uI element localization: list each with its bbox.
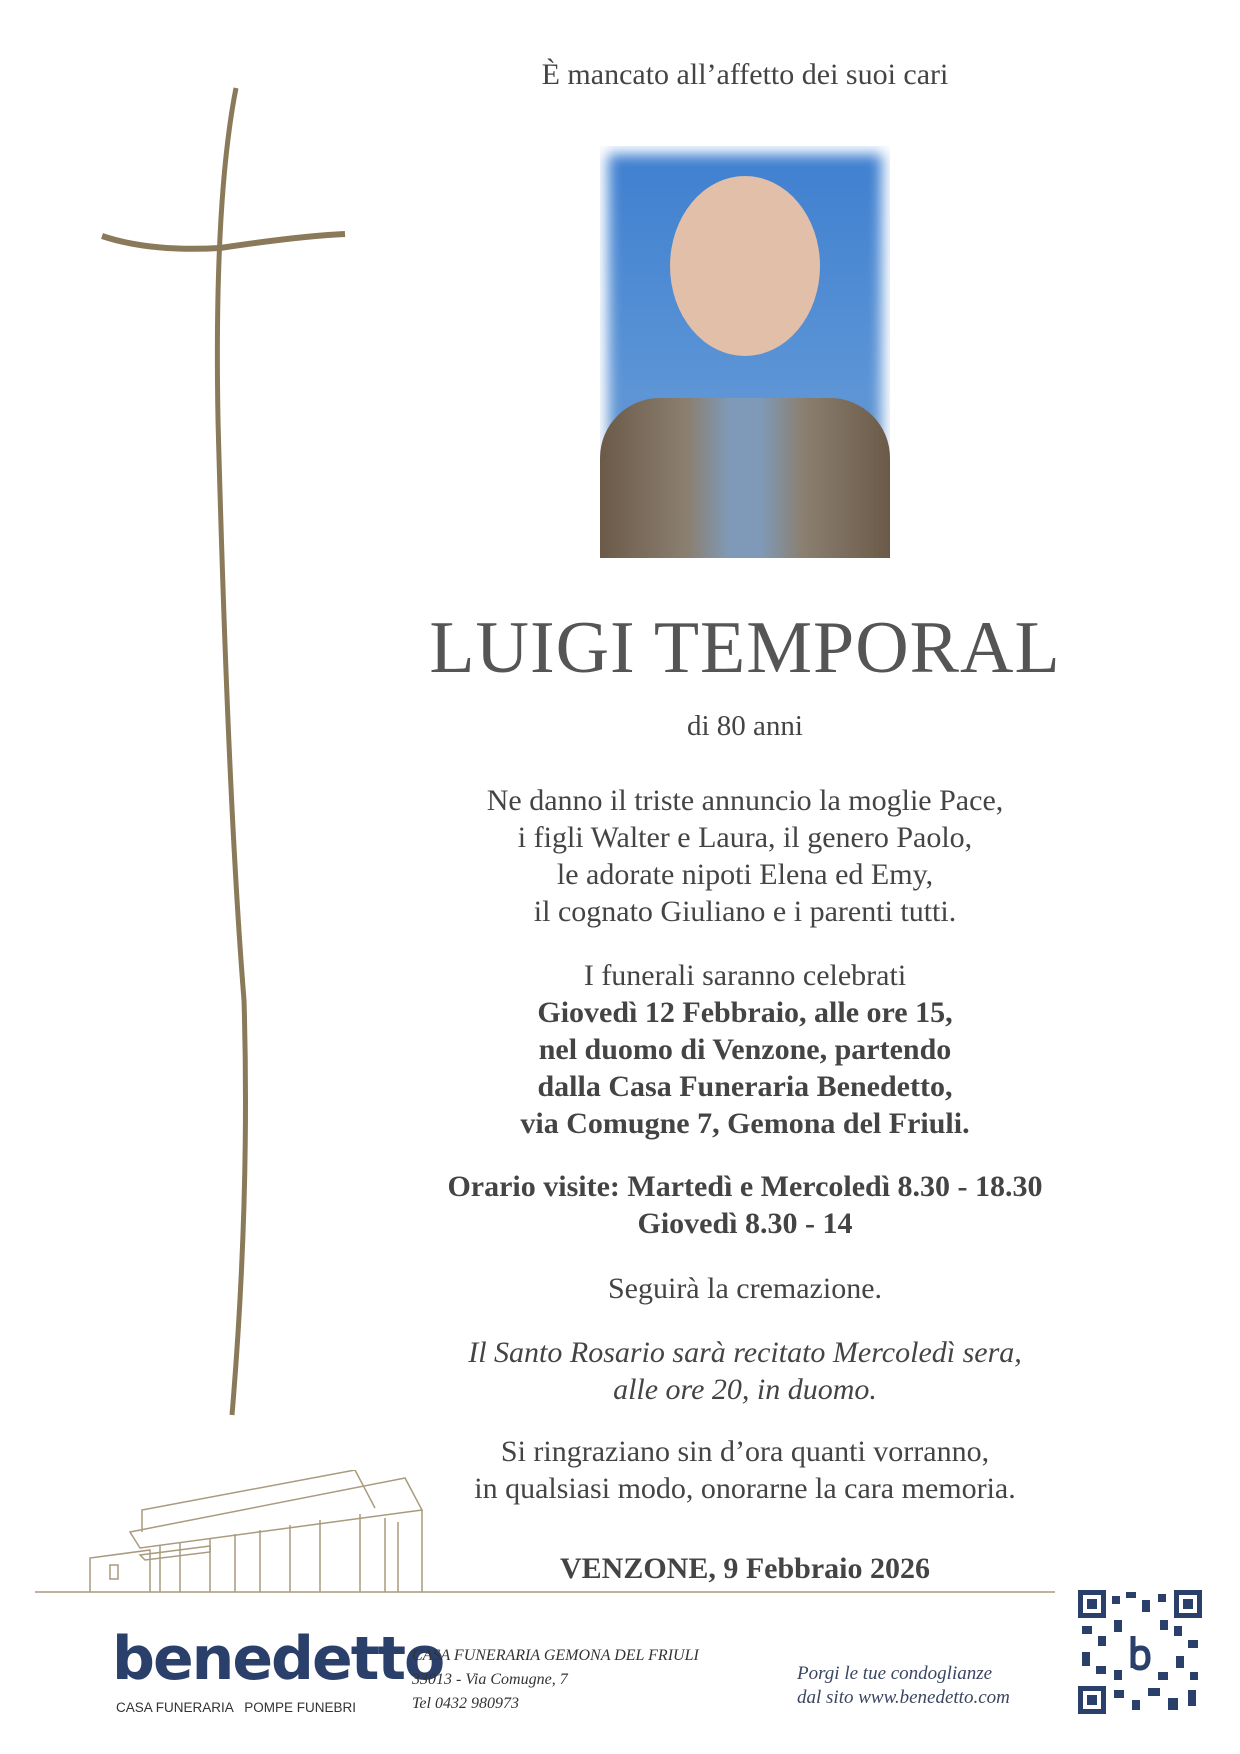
place-date: VENZONE, 9 Febbraio 2026 xyxy=(559,1552,931,1585)
text-line: nel duomo di Venzone, partendo xyxy=(538,1033,952,1066)
text-line: in qualsiasi modo, onorarne la cara memoria. xyxy=(474,1472,1016,1505)
funeral-home-address xyxy=(412,1644,699,1716)
text-line: Giovedì 8.30 - 14 xyxy=(637,1207,853,1240)
text-line: 33013 - Via Comugne, 7 xyxy=(412,1671,568,1688)
funeral-info xyxy=(300,957,1190,1142)
text-line: le adorate nipoti Elena ed Emy, xyxy=(556,858,934,891)
text-line: dalla Casa Funeraria Benedetto, xyxy=(537,1070,953,1103)
header-text: È mancato all’affetto dei suoi cari xyxy=(541,58,949,91)
age: di 80 anni xyxy=(687,710,803,742)
text-line: CASA FUNERARIA GEMONA DEL FRIULI xyxy=(412,1647,699,1664)
visiting-hours xyxy=(300,1168,1190,1242)
text-line: Giovedì 12 Febbraio, alle ore 15, xyxy=(537,996,953,1029)
text-line: Ne danno il triste annuncio la moglie Pace, xyxy=(486,784,1004,817)
portrait-photo xyxy=(600,146,890,558)
brand-logo: benedetto xyxy=(112,1624,444,1694)
announcement xyxy=(300,782,1190,930)
text-line: alle ore 20, in duomo. xyxy=(613,1373,877,1406)
text-line: Si ringraziano sin d’ora quanti vorranno, xyxy=(500,1435,990,1468)
text-line: via Comugne 7, Gemona del Friuli. xyxy=(520,1107,970,1140)
brand-tagline: CASA FUNERARIA POMPE FUNEBRI xyxy=(116,1700,357,1715)
text-line: Orario visite: Martedì e Mercoledì 8.30 - 18.30 xyxy=(447,1170,1043,1203)
cremation: Seguirà la cremazione. xyxy=(607,1272,883,1305)
deceased-name: LUIGI TEMPORAL xyxy=(429,607,1061,689)
qr-code-icon[interactable] xyxy=(1078,1590,1202,1714)
text-line: Il Santo Rosario sarà recitato Mercoledì sera, xyxy=(468,1336,1022,1369)
text-line: I funerali saranno celebrati xyxy=(583,959,907,992)
rosary xyxy=(300,1334,1190,1408)
condolences-note xyxy=(797,1662,1010,1710)
text-line: il cognato Giuliano e i parenti tutti. xyxy=(533,895,957,928)
text-line: Tel 0432 980973 xyxy=(412,1695,519,1712)
building-icon xyxy=(30,1470,1060,1610)
website-link[interactable]: dal sito www.benedetto.com xyxy=(797,1687,1010,1708)
text-line: i figli Walter e Laura, il genero Paolo, xyxy=(517,821,973,854)
text-line: Porgi le tue condoglianze xyxy=(797,1663,993,1684)
